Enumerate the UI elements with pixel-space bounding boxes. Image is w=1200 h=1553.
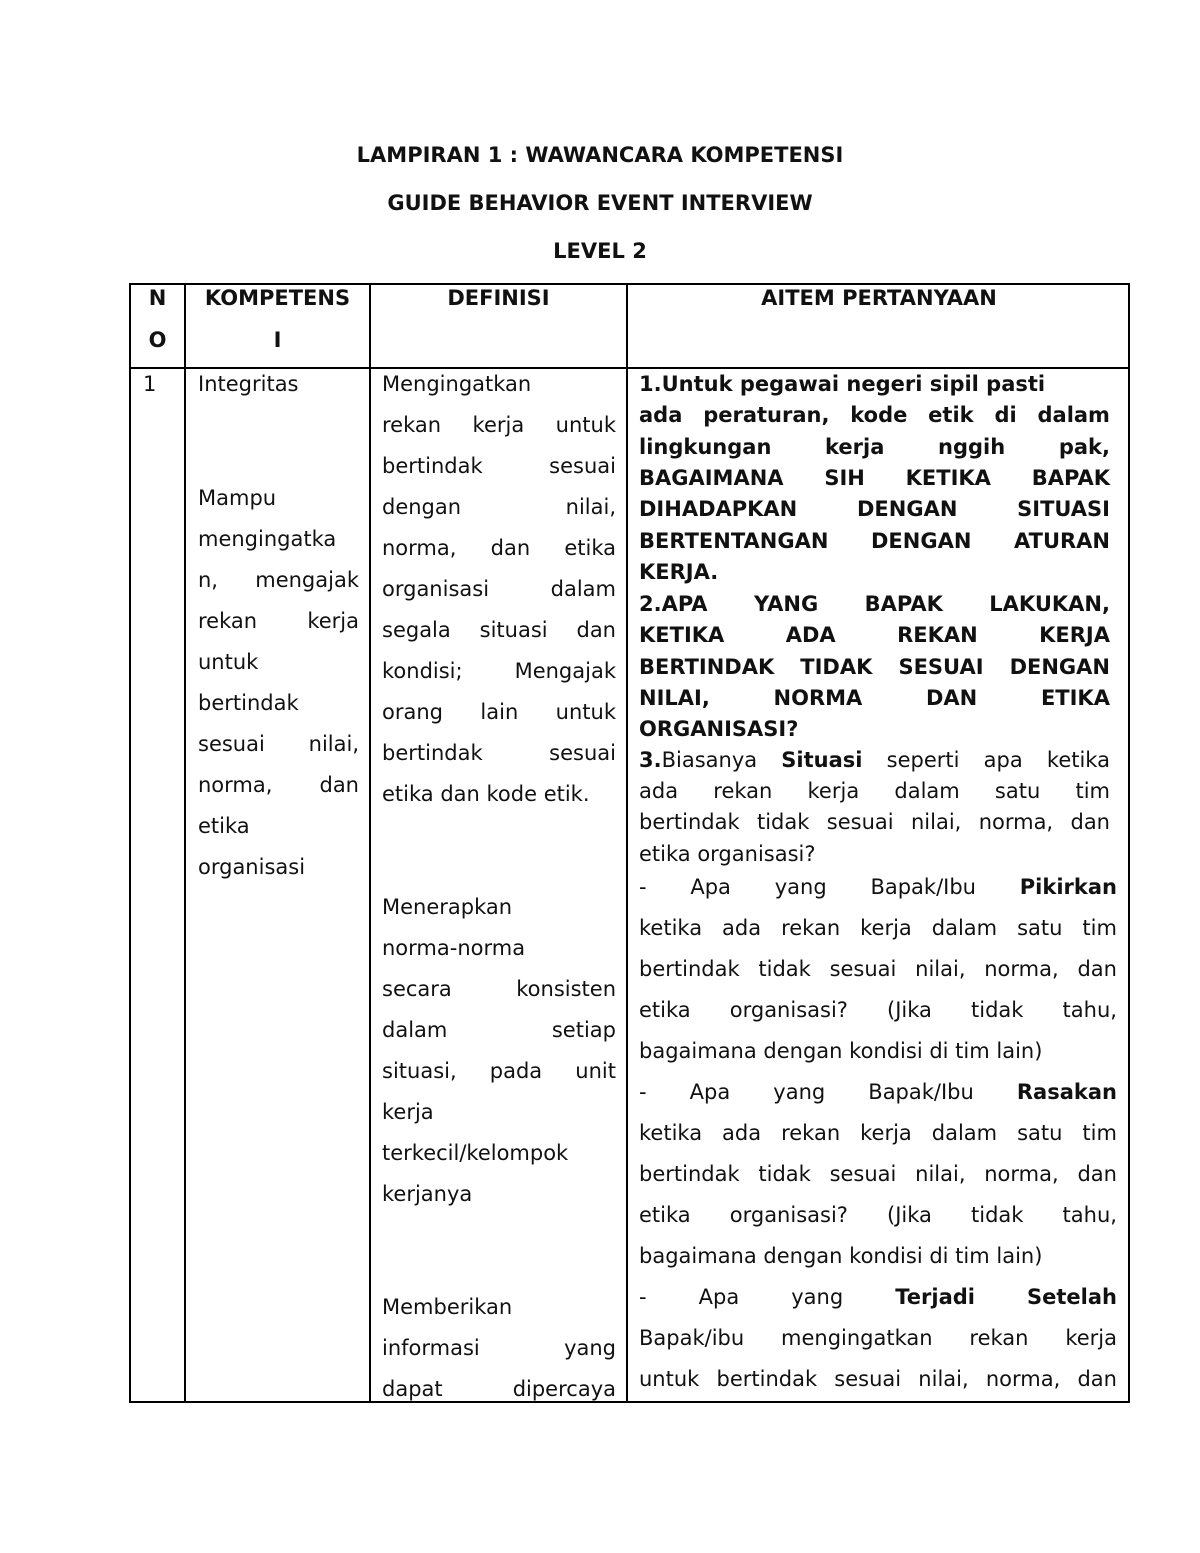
sub-question-feel-word: Bapak/Ibu bbox=[868, 1080, 974, 1104]
document-title: LAMPIRAN 1 : WAWANCARA KOMPETENSI bbox=[356, 143, 844, 167]
competency-desc-line: norma, dan bbox=[198, 773, 359, 797]
bullet-dash: - bbox=[639, 1080, 647, 1104]
document-subtitle: GUIDE BEHAVIOR EVENT INTERVIEW bbox=[387, 191, 813, 215]
question-2-line: KETIKA ADA REKAN KERJA bbox=[639, 623, 1110, 648]
question-3-line: ada rekan kerja dalam satu tim bbox=[639, 779, 1110, 803]
definition-line: Mengingatkan bbox=[382, 372, 532, 396]
competency-desc-line: sesuai nilai, bbox=[198, 732, 359, 756]
question-1-line: KERJA. bbox=[639, 559, 719, 584]
sub-question-feel-line: bagaimana dengan kondisi di tim lain) bbox=[639, 1244, 1043, 1268]
sub-question-feel-keyword: Rasakan bbox=[1016, 1080, 1117, 1104]
competency-desc-line: organisasi bbox=[198, 855, 306, 879]
sub-question-after-line: untuk bertindak sesuai nilai, norma, dan bbox=[639, 1367, 1117, 1391]
definition-line: secara konsisten bbox=[382, 977, 616, 1001]
row-number: 1 bbox=[143, 372, 157, 396]
question-1-line: DIHADAPKAN DENGAN SITUASI bbox=[639, 497, 1110, 522]
competency-desc-line: etika bbox=[198, 814, 250, 838]
question-3-keyword: Situasi bbox=[781, 748, 863, 772]
sub-question-after-word: yang bbox=[791, 1285, 844, 1309]
definition-line: norma, dan etika bbox=[382, 536, 616, 560]
question-2-line: ORGANISASI? bbox=[639, 717, 799, 742]
header-definisi: DEFINISI bbox=[447, 286, 550, 310]
header-kompetensi-top: KOMPETENS bbox=[204, 286, 351, 310]
sub-question-feel-line: etika organisasi? (Jika tidak tahu, bbox=[639, 1203, 1117, 1227]
definition-line: dengan nilai, bbox=[382, 495, 616, 519]
definition-line: norma-norma bbox=[382, 936, 526, 960]
sub-question-feel-word: Apa bbox=[689, 1080, 731, 1104]
question-1-line: BAGAIMANA SIH KETIKA BAPAK bbox=[639, 465, 1110, 490]
header-kompetensi-bottom: I bbox=[273, 328, 282, 352]
question-3-word: seperti bbox=[886, 748, 960, 772]
sub-question-feel-line: ketika ada rekan kerja dalam satu tim bbox=[639, 1121, 1117, 1145]
sub-question-think-line: ketika ada rekan kerja dalam satu tim bbox=[639, 916, 1117, 940]
sub-question-think-word: Apa bbox=[690, 875, 731, 899]
definition-line: segala situasi dan bbox=[382, 618, 616, 642]
sub-question-think-word: Bapak/Ibu bbox=[870, 875, 976, 899]
definition-line: bertindak sesuai bbox=[382, 454, 616, 478]
question-3-lead bbox=[639, 746, 757, 774]
header-no-bottom: O bbox=[148, 328, 167, 352]
definition-line: dapat dipercaya bbox=[382, 1377, 616, 1401]
document-level: LEVEL 2 bbox=[553, 239, 647, 263]
definition-line: situasi, pada unit bbox=[382, 1059, 616, 1083]
question-3-line: bertindak tidak sesuai nilai, norma, dan bbox=[639, 810, 1110, 835]
question-2-line: NILAI, NORMA DAN ETIKA bbox=[639, 685, 1110, 710]
sub-question-feel-word: yang bbox=[773, 1080, 826, 1104]
definition-line: kerja bbox=[382, 1100, 434, 1124]
sub-question-think-line: bagaimana dengan kondisi di tim lain) bbox=[639, 1039, 1043, 1063]
sub-question-after-first-line bbox=[639, 1283, 1117, 1311]
sub-question-think-line: etika organisasi? (Jika tidak tahu, bbox=[639, 998, 1117, 1022]
bullet-dash: - bbox=[639, 875, 647, 899]
competency-desc-line: n, mengajak bbox=[198, 568, 359, 592]
definition-line: organisasi dalam bbox=[382, 577, 616, 601]
question-2-line: 2.APA YANG BAPAK LAKUKAN, bbox=[639, 592, 1110, 616]
sub-question-after-keyword: Setelah bbox=[1027, 1285, 1117, 1309]
bullet-dash: - bbox=[639, 1285, 647, 1309]
sub-question-after-line: Bapak/ibu mengingatkan rekan kerja bbox=[639, 1326, 1117, 1350]
definition-line: terkecil/kelompok bbox=[382, 1141, 569, 1165]
header-row-divider bbox=[129, 367, 1130, 369]
question-3-word: ketika bbox=[1046, 748, 1110, 772]
question-2-line: BERTINDAK TIDAK SESUAI DENGAN bbox=[639, 654, 1110, 679]
sub-question-think-keyword: Pikirkan bbox=[1019, 875, 1117, 899]
definition-line: Memberikan bbox=[382, 1295, 513, 1319]
competency-desc-line: untuk bbox=[198, 650, 259, 674]
competency-name: Integritas bbox=[198, 372, 299, 396]
definition-line: kerjanya bbox=[382, 1182, 473, 1206]
header-no-top: N bbox=[148, 286, 167, 310]
sub-question-think-first-line bbox=[639, 873, 1117, 901]
header-aitem-pertanyaan: AITEM PERTANYAAN bbox=[761, 286, 997, 310]
definition-line: bertindak sesuai bbox=[382, 741, 616, 765]
sub-question-feel-first-line bbox=[639, 1078, 1117, 1106]
question-1-line: ada peraturan, kode etik di dalam bbox=[639, 403, 1110, 428]
column-divider bbox=[369, 283, 371, 1403]
sub-question-after-word: Apa bbox=[698, 1285, 740, 1309]
question-3-line: etika organisasi? bbox=[639, 841, 816, 866]
sub-question-think-word: yang bbox=[774, 875, 827, 899]
sub-question-feel-line: bertindak tidak sesuai nilai, norma, dan bbox=[639, 1162, 1117, 1186]
sub-question-after-keyword: Terjadi bbox=[895, 1285, 975, 1309]
definition-line: etika dan kode etik. bbox=[382, 782, 590, 806]
definition-line: informasi yang bbox=[382, 1336, 616, 1360]
definition-line: rekan kerja untuk bbox=[382, 413, 616, 437]
competency-desc-line: rekan kerja bbox=[198, 609, 359, 633]
question-3-first-line bbox=[639, 746, 1110, 774]
definition-line: dalam setiap bbox=[382, 1018, 616, 1042]
question-3-number: 3. bbox=[639, 748, 662, 772]
question-1-line: 1.Untuk pegawai negeri sipil pasti bbox=[639, 372, 1046, 396]
definition-line: orang lain untuk bbox=[382, 700, 616, 724]
competency-desc-line: Mampu bbox=[198, 486, 277, 510]
column-divider bbox=[184, 283, 186, 1403]
question-3-word: Biasanya bbox=[661, 748, 758, 772]
competency-desc-line: bertindak bbox=[198, 691, 299, 715]
question-3-word: apa bbox=[983, 748, 1023, 772]
definition-line: kondisi; Mengajak bbox=[382, 659, 616, 683]
definition-line: Menerapkan bbox=[382, 895, 513, 919]
question-1-line: lingkungan kerja nggih pak, bbox=[639, 434, 1110, 459]
column-divider bbox=[626, 283, 628, 1403]
question-1-line: BERTENTANGAN DENGAN ATURAN bbox=[639, 528, 1110, 553]
sub-question-think-line: bertindak tidak sesuai nilai, norma, dan bbox=[639, 957, 1117, 981]
competency-desc-line: mengingatka bbox=[198, 527, 337, 551]
